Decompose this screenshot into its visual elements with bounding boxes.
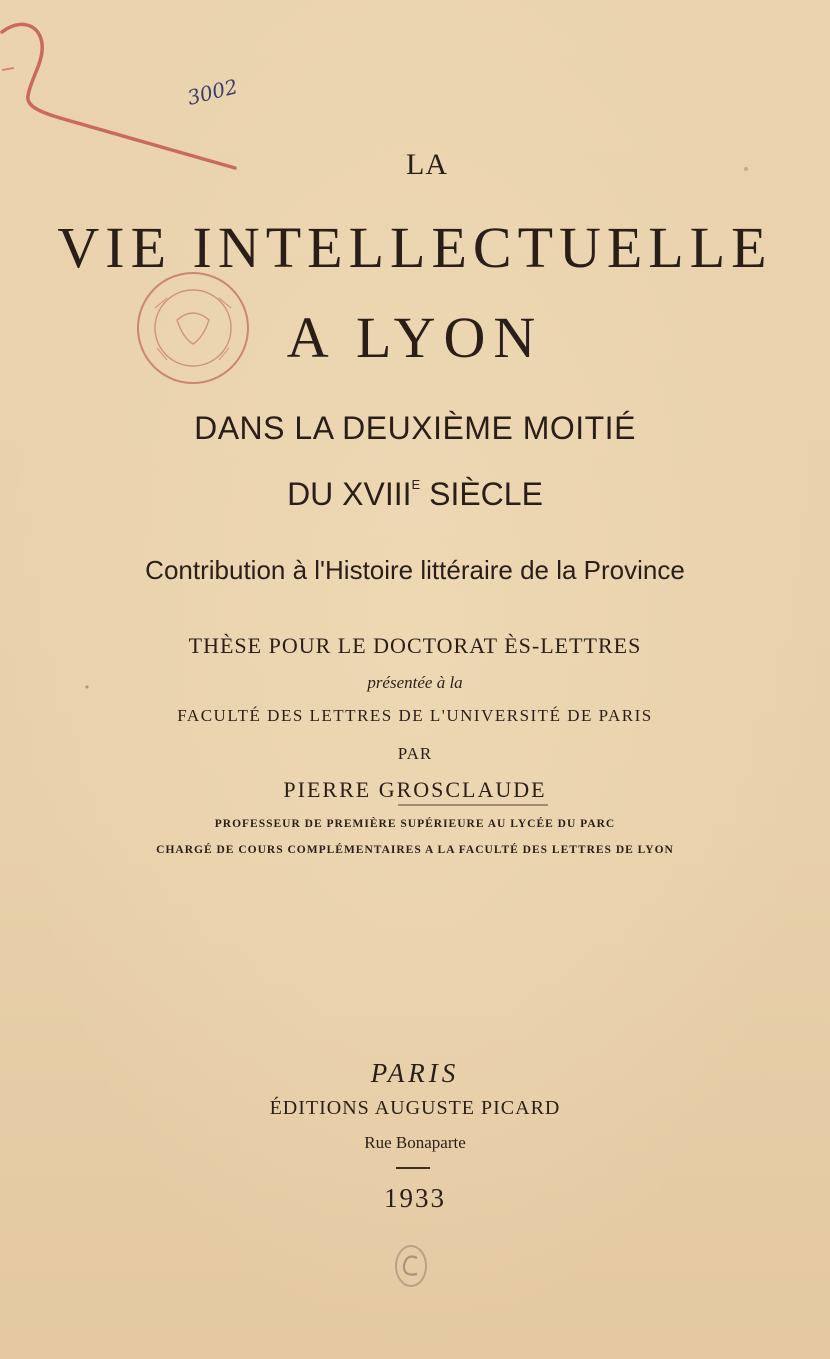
by-line: PAR	[397, 744, 433, 763]
title-article: LA	[406, 148, 448, 181]
author-position-1: PROFESSEUR DE PREMIÈRE SUPÉRIEURE AU LYCÉE DU PARC	[214, 818, 616, 830]
presented-line: présentée à la	[367, 673, 463, 692]
imprint-street: Rue Bonaparte	[364, 1133, 466, 1152]
thesis-line: THÈSE POUR LE DOCTORAT ÈS-LETTRES	[188, 633, 642, 658]
subtitle-line-2	[0, 476, 830, 513]
author-underline	[398, 804, 548, 806]
imprint-year: 1933	[384, 1183, 446, 1213]
title-line-2: A LYON	[286, 305, 544, 370]
contribution-line: Contribution à l'Histoire littéraire de la Province	[145, 555, 685, 585]
handwritten-shelf-number: 3002	[184, 74, 241, 110]
paper-speck-icon	[84, 684, 90, 690]
copyright-icon	[393, 1243, 429, 1289]
paper-speck-icon	[742, 165, 750, 173]
imprint-publisher: ÉDITIONS AUGUSTE PICARD	[269, 1097, 561, 1119]
imprint-divider	[396, 1167, 430, 1169]
subtitle-century-prefix: DU XVIII	[287, 476, 412, 512]
imprint-city: PARIS	[370, 1058, 460, 1088]
author-position-2: CHARGÉ DE COURS COMPLÉMENTAIRES A LA FACULTÉ DES LETTRES DE LYON	[156, 844, 674, 856]
subtitle-line-1: DANS LA DEUXIÈME MOITIÉ	[194, 410, 636, 446]
subtitle-century-suffix: SIÈCLE	[420, 476, 543, 512]
subtitle-century-superscript: E	[411, 477, 421, 492]
title-line-1: VIE INTELLECTUELLE	[57, 215, 773, 280]
faculty-line: FACULTÉ DES LETTRES DE L'UNIVERSITÉ DE PARIS	[177, 706, 653, 725]
author-name: PIERRE GROSCLAUDE	[283, 777, 547, 802]
